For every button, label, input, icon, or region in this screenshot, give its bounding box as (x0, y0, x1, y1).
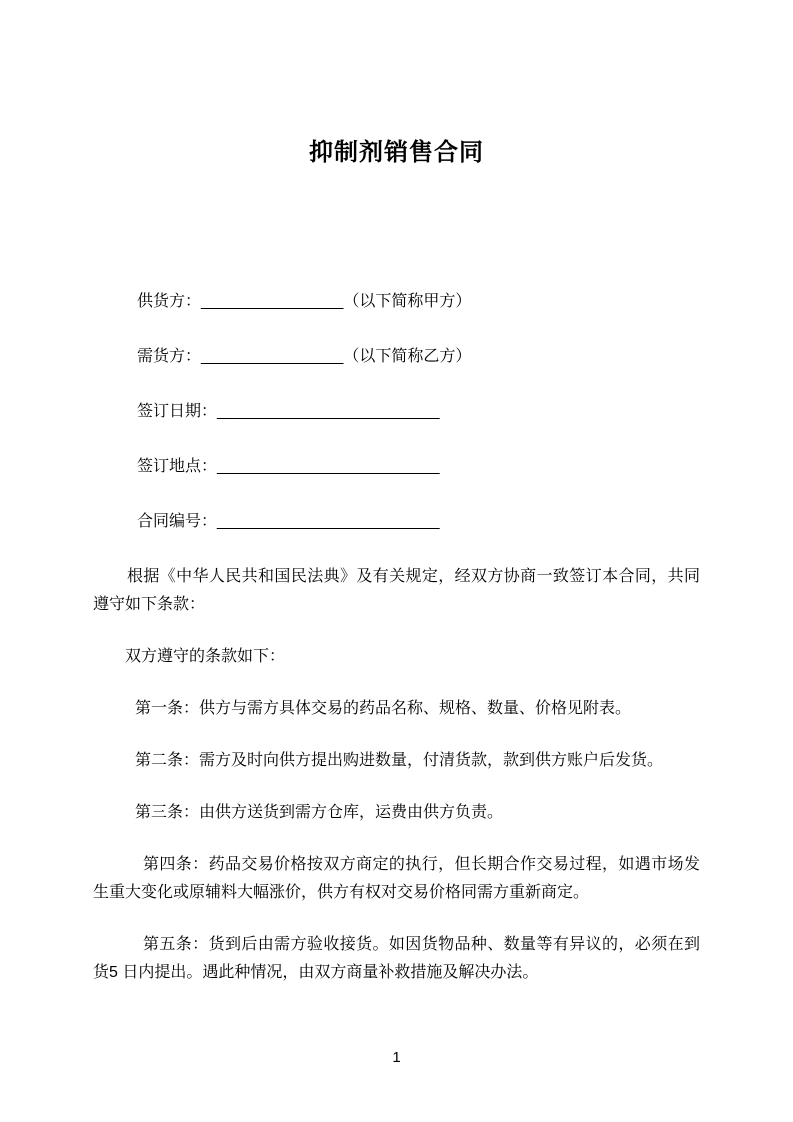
field-supplier-label: 供货方： (137, 293, 202, 310)
document-title: 抑制剂销售合同 (309, 139, 484, 166)
field-sign-date-label: 签订日期： (137, 403, 218, 420)
paragraph-preamble: 根据《中华人民共和国民法典》及有关规定，经双方协商一致签订本合同，共同遵守如下条款： (93, 568, 700, 613)
field-sign-date (93, 398, 700, 426)
clause-3: 第三条：由供方送货到需方仓库，运费由供方负责。 (135, 804, 504, 821)
fill-in-blank: _________________________ (217, 458, 440, 475)
page-number: 1 (392, 1049, 401, 1066)
field-buyer (93, 343, 700, 371)
field-contract-no (93, 508, 700, 536)
contract-body (93, 563, 700, 987)
clause-2: 第二条：需方及时向供方提出购进数量，付清货款，款到供方账户后发货。 (135, 752, 664, 769)
fill-in-blank: _________________________ (217, 513, 440, 530)
header-fields (93, 288, 700, 536)
field-sign-place (93, 453, 700, 481)
fill-in-blank: ________________ (201, 348, 344, 365)
clause-5: 第五条：货到后由需方验收接货。如因货物品种、数量等有异议的，必须在到货5 日内提出。遇此种情况，由双方商量补救措施及解决办法。 (93, 936, 700, 981)
fill-in-blank: ________________ (201, 293, 344, 310)
field-supplier-suffix: （以下简称甲方） (343, 293, 472, 310)
fill-in-blank: _________________________ (217, 403, 440, 420)
field-sign-place-label: 签订地点： (137, 458, 218, 475)
paragraph-terms-intro: 双方遵守的条款如下： (125, 648, 286, 665)
clause-4: 第四条：药品交易价格按双方商定的执行，但长期合作交易过程，如遇市场发生重大变化或原辅料大幅涨价，供方有权对交易价格同需方重新商定。 (93, 856, 700, 901)
field-supplier (93, 288, 700, 316)
clause-1: 第一条：供方与需方具体交易的药品名称、规格、数量、价格见附表。 (135, 700, 632, 717)
field-buyer-suffix: （以下简称乙方） (343, 348, 472, 365)
field-contract-no-label: 合同编号： (137, 513, 218, 530)
field-buyer-label: 需货方： (137, 348, 202, 365)
